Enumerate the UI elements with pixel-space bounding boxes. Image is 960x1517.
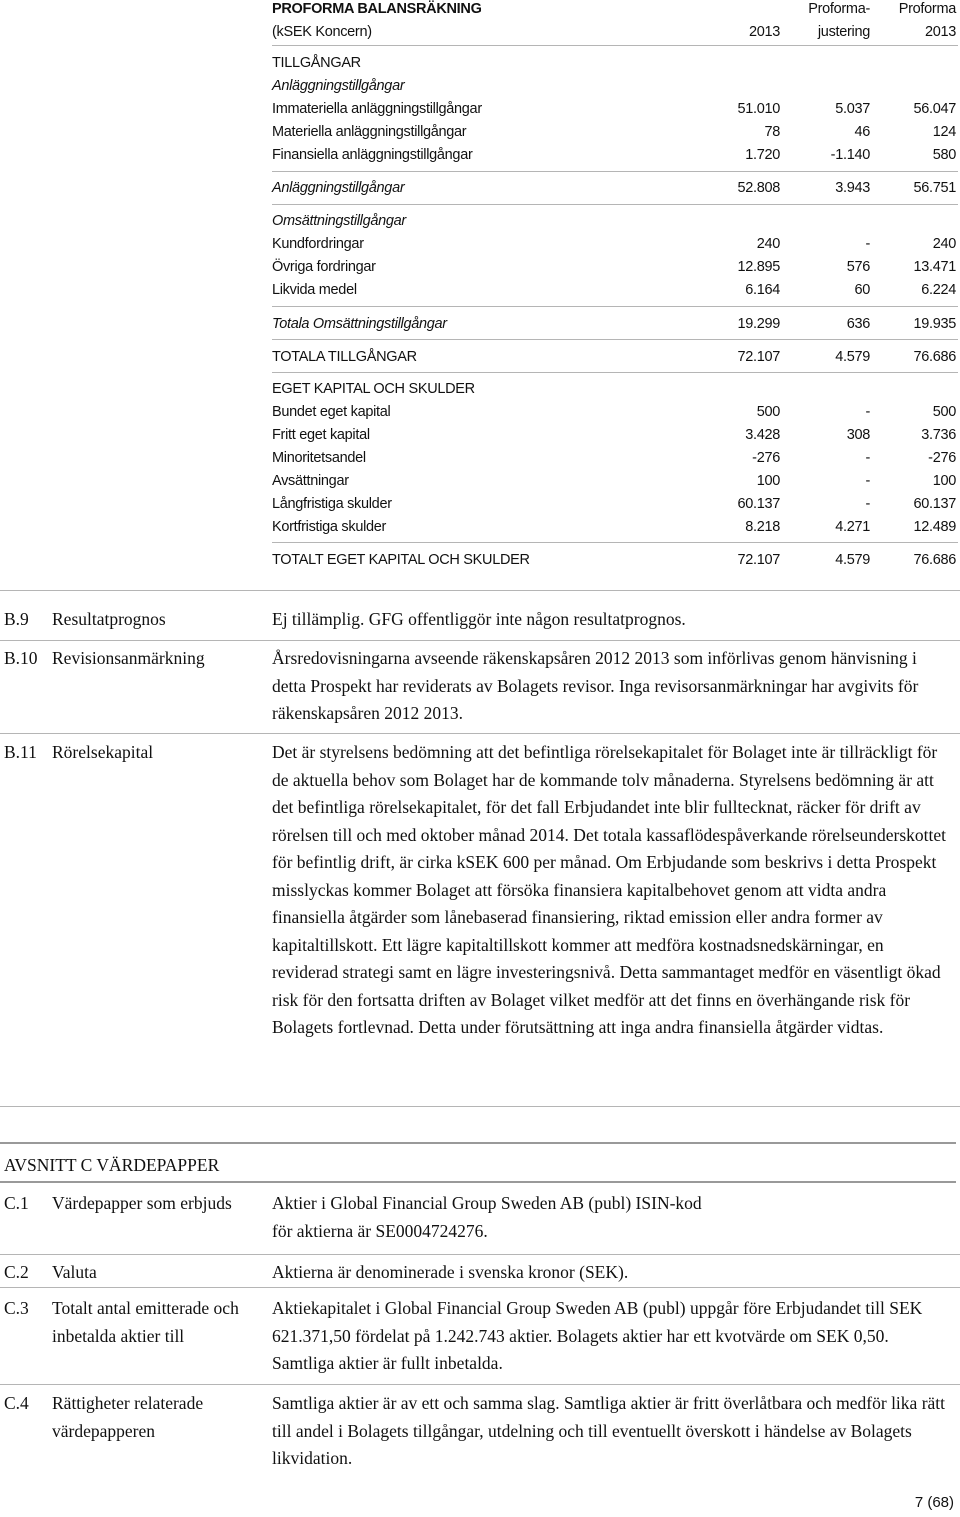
row-value-proforma: 240: [932, 236, 956, 252]
row-label: Anläggningstillgångar: [272, 180, 405, 196]
col3-header-line1: Proforma: [898, 1, 956, 17]
row-value-adjustment: 4.579: [835, 552, 870, 568]
table-row: [272, 424, 958, 446]
section-divider: [0, 733, 960, 734]
row-value-proforma: 76.686: [913, 552, 956, 568]
row-value-2013: 100: [756, 473, 780, 489]
row-value-2013: 240: [756, 236, 780, 252]
row-value-adjustment: 5.037: [835, 101, 870, 117]
table-row: [272, 121, 958, 143]
row-value-2013: 3.428: [745, 427, 780, 443]
row-value-proforma: 100: [932, 473, 956, 489]
row-value-proforma: 76.686: [913, 349, 956, 365]
section-divider: [0, 1287, 960, 1288]
table-row: [272, 233, 958, 255]
table-row: [272, 470, 958, 492]
row-label: Minoritetsandel: [272, 450, 366, 466]
row-label: Kortfristiga skulder: [272, 519, 387, 535]
row-value-adjustment: 60: [854, 282, 870, 298]
row-value-2013: 12.895: [737, 259, 780, 275]
table-title: PROFORMA BALANSRÄKNING: [272, 1, 482, 17]
row-value-adjustment: 4.579: [835, 349, 870, 365]
table-subtitle: (kSEK Koncern): [272, 24, 372, 40]
row-value-proforma: 56.751: [913, 180, 956, 196]
row-value-adjustment: 576: [846, 259, 870, 275]
table-row: [272, 378, 958, 400]
row-value-2013: 6.164: [745, 282, 780, 298]
row-value-proforma: 500: [932, 404, 956, 420]
row-value-adjustment: -: [865, 404, 870, 420]
row-value-adjustment: 46: [854, 124, 870, 140]
row-value-proforma: -276: [928, 450, 956, 466]
col2-header-line1: Proforma-: [808, 1, 870, 17]
section-text: Ej tillämplig. GFG offentliggör inte någon resultatprognos.: [272, 609, 686, 629]
row-label: Anläggningstillgångar: [272, 78, 405, 94]
table-divider: [272, 542, 958, 543]
table-divider: [272, 171, 958, 172]
row-label: Fritt eget kapital: [272, 427, 370, 443]
row-value-adjustment: 308: [846, 427, 870, 443]
section-code: B.11: [4, 742, 37, 762]
row-label: EGET KAPITAL OCH SKULDER: [272, 381, 475, 397]
section-text: Det är styrelsens bedömning att det befintliga rörelsekapitalet för Bolaget inte är tillräckligt för de aktuella behov som Bolaget har de kommande tolv månaderna. Styrelsens bedömning är att det befintliga rörelsekapitalet, för det fall Erbjudandet inte blir fulltecknat, räcker för drift av rörelsen till och med oktober månad 2014. Det totala kassaflödespåverkande rörelseunderskottet för befintlig drift, är cirka kSEK 600 per månad. Om Erbjudande som beskrivs i detta Prospekt misslyckas kommer Bolaget att försöka finansiera kapitalbehovet genom att vidta andra finansiella åtgärder som lånebaserad finansiering, riktad emission eller andra former av kapitaltillskott. Ett lägre kapitaltillskott kommer att medföra kostnadsnedskärningar, en reviderad strategi samt en lägre investeringsnivå. Detta sammantaget medför en väsentligt ökad risk för den fortsatta driften av Bolaget vilket medför att det finns en överhängande risk för Bolagets fortlevnad. Detta under förutsättning att inga andra finansiella åtgärder vidtas.: [272, 742, 947, 1037]
row-value-proforma: 3.736: [921, 427, 956, 443]
section-text: Samtliga aktier är av ett och samma slag. Samtliga aktier är fritt överlåtbara och medför lika rätt till andel i Bolagets tillgångar, utdelning och till eventuellt överskott i händelse av Bolagets likvidation.: [272, 1393, 946, 1468]
table-row: [272, 75, 958, 97]
section-name: Totalt antal emitterade och inbetalda aktier till: [52, 1298, 239, 1346]
col2-header-line2: justering: [817, 24, 870, 40]
section-text: Aktierna är denominerade i svenska kronor (SEK).: [272, 1262, 629, 1282]
col3-header-line2: 2013: [924, 24, 956, 40]
section-code: C.3: [4, 1298, 29, 1318]
section-code: C.2: [4, 1262, 29, 1282]
row-label: Bundet eget kapital: [272, 404, 391, 420]
row-label: Totala Omsättningstillgångar: [272, 316, 447, 332]
row-value-2013: 500: [756, 404, 780, 420]
table-row: [272, 493, 958, 515]
row-value-proforma: 124: [932, 124, 956, 140]
table-divider: [272, 339, 958, 340]
row-value-2013: 8.218: [745, 519, 780, 535]
row-label: Övriga fordringar: [272, 259, 376, 275]
table-row: [272, 177, 958, 199]
section-c-title: AVSNITT C VÄRDEPAPPER: [4, 1155, 220, 1175]
section-divider: [0, 590, 960, 591]
row-label: Finansiella anläggningstillgångar: [272, 147, 473, 163]
section-code: B.10: [4, 648, 38, 668]
section-c-title-rule: [0, 1181, 956, 1183]
row-value-2013: 72.107: [737, 552, 780, 568]
row-value-2013: 51.010: [737, 101, 780, 117]
row-label: Likvida medel: [272, 282, 357, 298]
row-label: Immateriella anläggningstillgångar: [272, 101, 482, 117]
row-value-2013: 72.107: [737, 349, 780, 365]
section-text: Aktiekapitalet i Global Financial Group Sweden AB (publ) uppgår före Erbjudandet till SEK 621.371,50 fördelat på 1.242.743 aktier. Bolagets aktier har ett kvotvärde om SEK 0,50. Samtliga aktier är fullt inbetalda.: [272, 1298, 923, 1373]
table-row: [272, 210, 958, 232]
table-header-row-1: [272, 0, 958, 20]
row-label: TOTALT EGET KAPITAL OCH SKULDER: [272, 552, 530, 568]
table-row: [272, 279, 958, 301]
table-header-row-2: [272, 21, 958, 43]
col1-header: 2013: [748, 24, 780, 40]
section-name: Rättigheter relaterade värdepapperen: [52, 1393, 204, 1441]
row-value-proforma: 580: [932, 147, 956, 163]
table-row: [272, 516, 958, 538]
row-value-adjustment: -: [865, 236, 870, 252]
row-value-adjustment: -: [865, 473, 870, 489]
table-row: [272, 401, 958, 423]
row-label: TILLGÅNGAR: [272, 55, 361, 71]
row-value-2013: 52.808: [737, 180, 780, 196]
section-code: C.1: [4, 1193, 29, 1213]
row-value-adjustment: 636: [846, 316, 870, 332]
row-label: TOTALA TILLGÅNGAR: [272, 349, 417, 365]
row-value-2013: 60.137: [737, 496, 780, 512]
row-label: Långfristiga skulder: [272, 496, 392, 512]
section-name: Revisionsanmärkning: [52, 648, 205, 668]
row-value-2013: 1.720: [745, 147, 780, 163]
row-label: Omsättningstillgångar: [272, 213, 406, 229]
section-divider: [0, 1254, 960, 1255]
section-divider: [0, 1384, 960, 1385]
table-row: [272, 346, 958, 368]
row-value-adjustment: -1.140: [830, 147, 870, 163]
table-divider: [272, 306, 958, 307]
section-text: Årsredovisningarna avseende räkenskapsåren 2012 2013 som införlivas genom hänvisning i detta Prospekt har reviderats av Bolagets revisor. Inga revisorsanmärkningar har avgivits för räkenskapsåren 2012 2013.: [272, 648, 919, 723]
table-row: [272, 98, 958, 120]
row-value-proforma: 13.471: [913, 259, 956, 275]
table-divider: [272, 204, 958, 205]
section-name: Valuta: [52, 1262, 97, 1282]
table-divider: [272, 372, 958, 373]
row-label: Materiella anläggningstillgångar: [272, 124, 467, 140]
row-value-2013: 19.299: [737, 316, 780, 332]
row-value-adjustment: -: [865, 450, 870, 466]
section-text: Aktier i Global Financial Group Sweden AB (publ) ISIN-kod för aktierna är SE0004724276.: [272, 1193, 702, 1241]
section-c-top-rule: [0, 1142, 956, 1144]
section-name: Resultatprognos: [52, 609, 166, 629]
section-code: B.9: [4, 609, 29, 629]
row-value-2013: -276: [752, 450, 780, 466]
row-value-proforma: 12.489: [913, 519, 956, 535]
row-value-proforma: 19.935: [913, 316, 956, 332]
row-value-adjustment: -: [865, 496, 870, 512]
section-name: Rörelsekapital: [52, 742, 154, 762]
row-label: Avsättningar: [272, 473, 349, 489]
table-row: [272, 52, 958, 74]
row-value-adjustment: 4.271: [835, 519, 870, 535]
row-value-proforma: 60.137: [913, 496, 956, 512]
table-row: [272, 256, 958, 278]
table-divider: [272, 45, 958, 46]
table-row: [272, 313, 958, 335]
page-number: 7 (68): [914, 1494, 954, 1511]
section-name: Värdepapper som erbjuds: [52, 1193, 232, 1213]
row-label: Kundfordringar: [272, 236, 364, 252]
section-divider: [0, 1106, 960, 1107]
section-code: C.4: [4, 1393, 29, 1413]
table-row: [272, 549, 958, 571]
table-row: [272, 447, 958, 469]
row-value-adjustment: 3.943: [835, 180, 870, 196]
row-value-2013: 78: [764, 124, 780, 140]
row-value-proforma: 6.224: [921, 282, 956, 298]
row-value-proforma: 56.047: [913, 101, 956, 117]
table-row: [272, 144, 958, 166]
section-divider: [0, 640, 960, 641]
